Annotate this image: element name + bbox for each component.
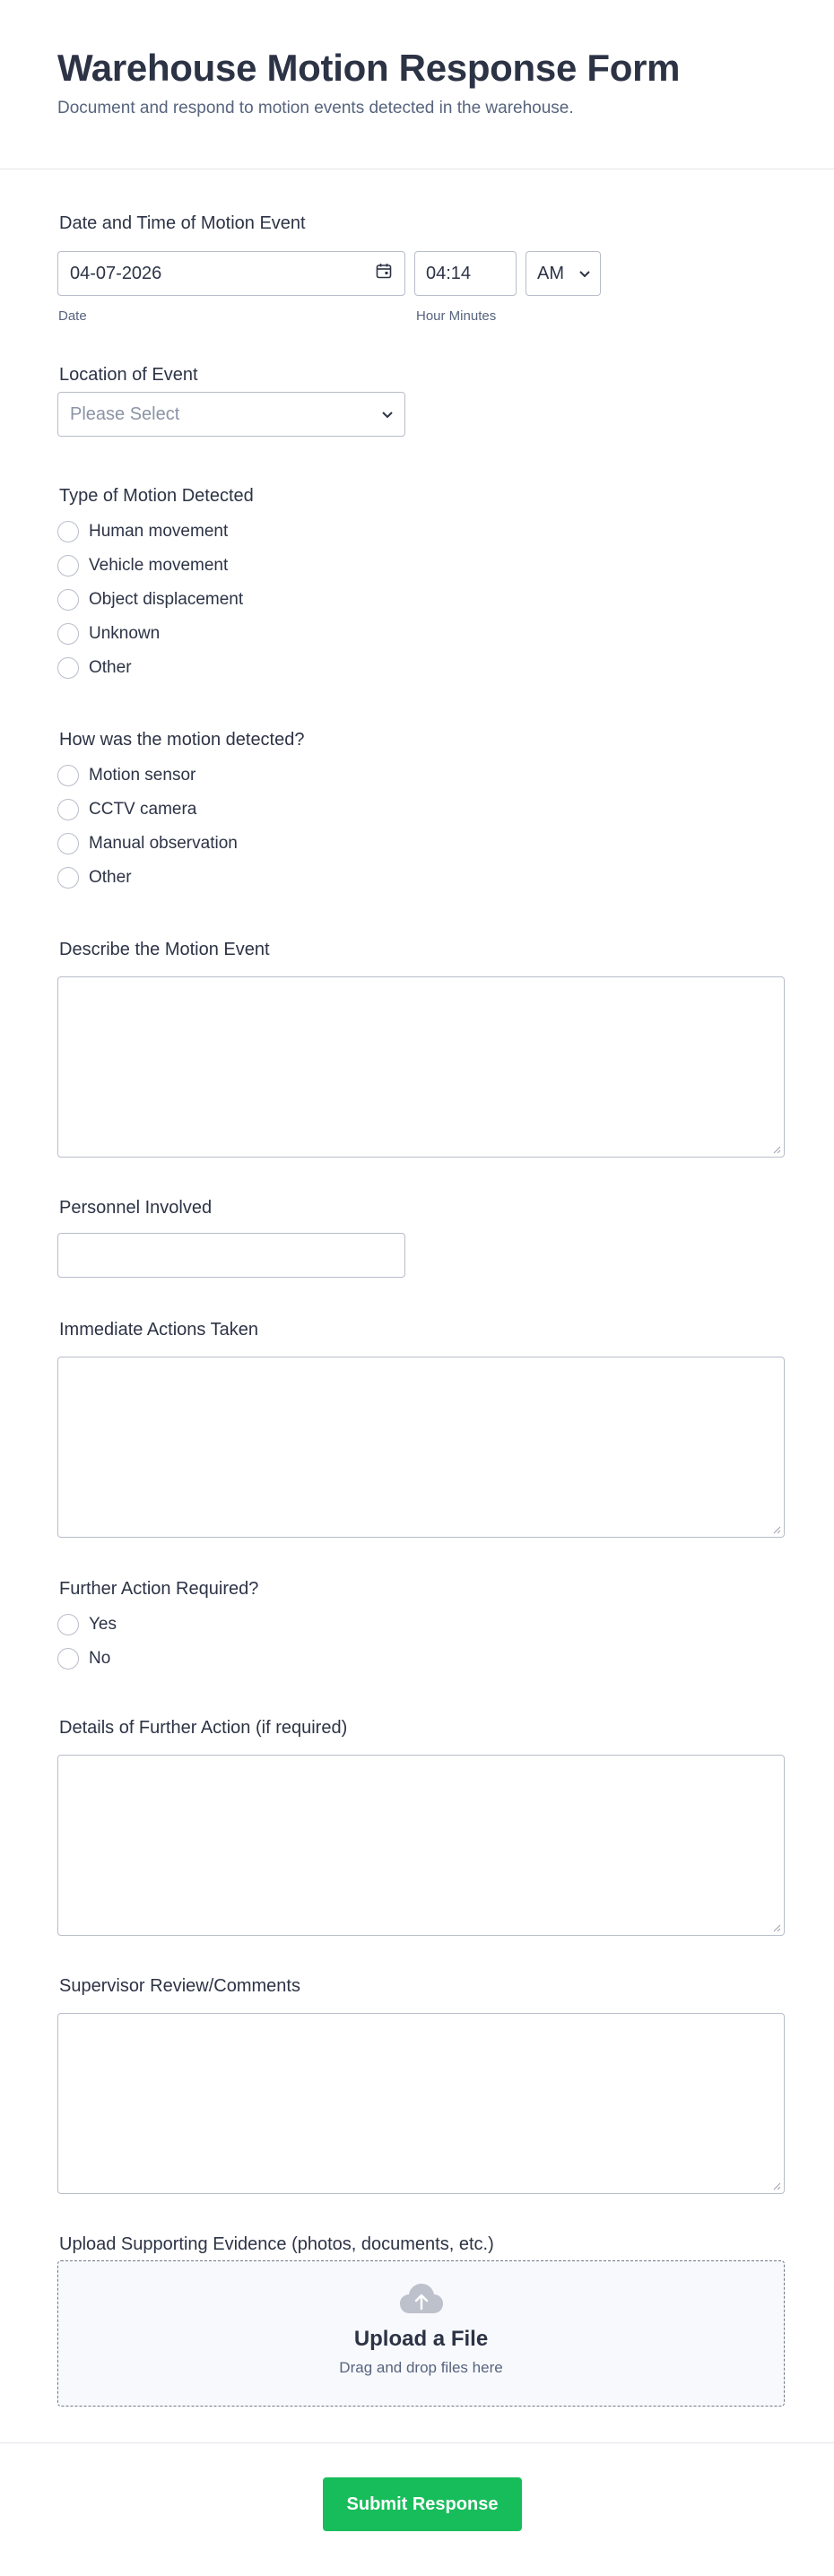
description-field bbox=[57, 938, 785, 1158]
motion-type-field bbox=[57, 484, 785, 685]
radio-button[interactable] bbox=[57, 867, 79, 889]
calendar-icon[interactable] bbox=[376, 263, 392, 284]
further-details-field bbox=[57, 1716, 785, 1936]
chevron-down-icon bbox=[381, 404, 394, 425]
radio-button[interactable] bbox=[57, 521, 79, 542]
radio-button[interactable] bbox=[57, 1614, 79, 1635]
actions-textarea[interactable] bbox=[57, 1357, 785, 1538]
radio-button[interactable] bbox=[57, 623, 79, 645]
ampm-value: AM bbox=[537, 263, 564, 283]
personnel-label: Personnel Involved bbox=[59, 1198, 213, 1218]
radio-label: Vehicle movement bbox=[89, 556, 229, 575]
radio-option[interactable] bbox=[57, 827, 785, 861]
datetime-field bbox=[57, 212, 785, 328]
radio-label: Manual observation bbox=[89, 834, 238, 853]
radio-button[interactable] bbox=[57, 765, 79, 786]
actions-label: Immediate Actions Taken bbox=[59, 1320, 258, 1340]
location-label: Location of Event bbox=[59, 365, 198, 385]
radio-label: Motion sensor bbox=[89, 766, 196, 785]
radio-label: Human movement bbox=[89, 522, 229, 541]
chevron-down-icon bbox=[578, 264, 591, 284]
radio-button[interactable] bbox=[57, 555, 79, 577]
radio-option[interactable] bbox=[57, 759, 785, 793]
date-input[interactable] bbox=[57, 251, 405, 296]
form-subtitle: Document and respond to motion events detected in the warehouse. bbox=[57, 99, 574, 117]
resize-handle-icon[interactable] bbox=[772, 1145, 781, 1154]
personnel-field bbox=[57, 1196, 785, 1277]
radio-option[interactable] bbox=[57, 651, 785, 685]
radio-label: Other bbox=[89, 658, 132, 677]
further-action-label: Further Action Required? bbox=[59, 1579, 259, 1599]
description-label: Describe the Motion Event bbox=[59, 940, 270, 959]
radio-option[interactable] bbox=[57, 617, 785, 651]
radio-option[interactable] bbox=[57, 1608, 785, 1642]
detection-label: How was the motion detected? bbox=[59, 730, 305, 750]
radio-label: CCTV camera bbox=[89, 800, 197, 819]
supervisor-label: Supervisor Review/Comments bbox=[59, 1976, 300, 1996]
radio-button[interactable] bbox=[57, 1648, 79, 1670]
radio-button[interactable] bbox=[57, 657, 79, 679]
further-details-label: Details of Further Action (if required) bbox=[59, 1718, 348, 1738]
date-sublabel: Date bbox=[58, 308, 87, 324]
actions-field bbox=[57, 1318, 785, 1538]
radio-option[interactable] bbox=[57, 515, 785, 549]
radio-label: Other bbox=[89, 868, 132, 887]
cloud-upload-icon bbox=[58, 2283, 784, 2320]
date-value: 04-07-2026 bbox=[70, 263, 162, 283]
description-textarea[interactable] bbox=[57, 976, 785, 1158]
personnel-input[interactable] bbox=[57, 1233, 405, 1278]
radio-button[interactable] bbox=[57, 833, 79, 854]
upload-title: Upload a File bbox=[353, 2327, 489, 2351]
resize-handle-icon[interactable] bbox=[772, 2181, 781, 2190]
radio-option[interactable] bbox=[57, 549, 785, 583]
motion-type-label: Type of Motion Detected bbox=[59, 486, 254, 506]
supervisor-textarea[interactable] bbox=[57, 2013, 785, 2194]
supervisor-field bbox=[57, 1974, 785, 2194]
upload-field bbox=[57, 2233, 785, 2412]
location-select[interactable] bbox=[57, 392, 405, 437]
form-footer bbox=[0, 2442, 834, 2576]
radio-label: Object displacement bbox=[89, 590, 244, 609]
location-placeholder: Please Select bbox=[70, 403, 180, 424]
radio-option[interactable] bbox=[57, 861, 785, 895]
radio-option[interactable] bbox=[57, 583, 785, 617]
location-field bbox=[57, 363, 785, 444]
resize-handle-icon[interactable] bbox=[772, 1525, 781, 1534]
radio-button[interactable] bbox=[57, 799, 79, 820]
further-details-textarea[interactable] bbox=[57, 1755, 785, 1936]
time-input[interactable] bbox=[414, 251, 517, 296]
radio-label: No bbox=[89, 1649, 111, 1668]
ampm-select[interactable] bbox=[526, 251, 601, 296]
resize-handle-icon[interactable] bbox=[772, 1923, 781, 1932]
form-title: Warehouse Motion Response Form bbox=[57, 47, 681, 89]
radio-option[interactable] bbox=[57, 793, 785, 827]
radio-button[interactable] bbox=[57, 589, 79, 611]
upload-label: Upload Supporting Evidence (photos, documents, etc.) bbox=[59, 2234, 494, 2254]
submit-button[interactable]: Submit Response bbox=[323, 2477, 522, 2531]
detection-field bbox=[57, 728, 785, 895]
upload-subtitle: Drag and drop files here bbox=[339, 2359, 503, 2376]
radio-label: Unknown bbox=[89, 624, 161, 643]
radio-option[interactable] bbox=[57, 1642, 785, 1676]
further-action-field bbox=[57, 1577, 785, 1676]
file-upload-dropzone[interactable] bbox=[57, 2260, 785, 2407]
time-sublabel: Hour Minutes bbox=[416, 308, 497, 324]
radio-label: Yes bbox=[89, 1615, 117, 1634]
datetime-label: Date and Time of Motion Event bbox=[59, 213, 306, 233]
form-header bbox=[0, 0, 834, 169]
time-value: 04:14 bbox=[426, 263, 472, 283]
